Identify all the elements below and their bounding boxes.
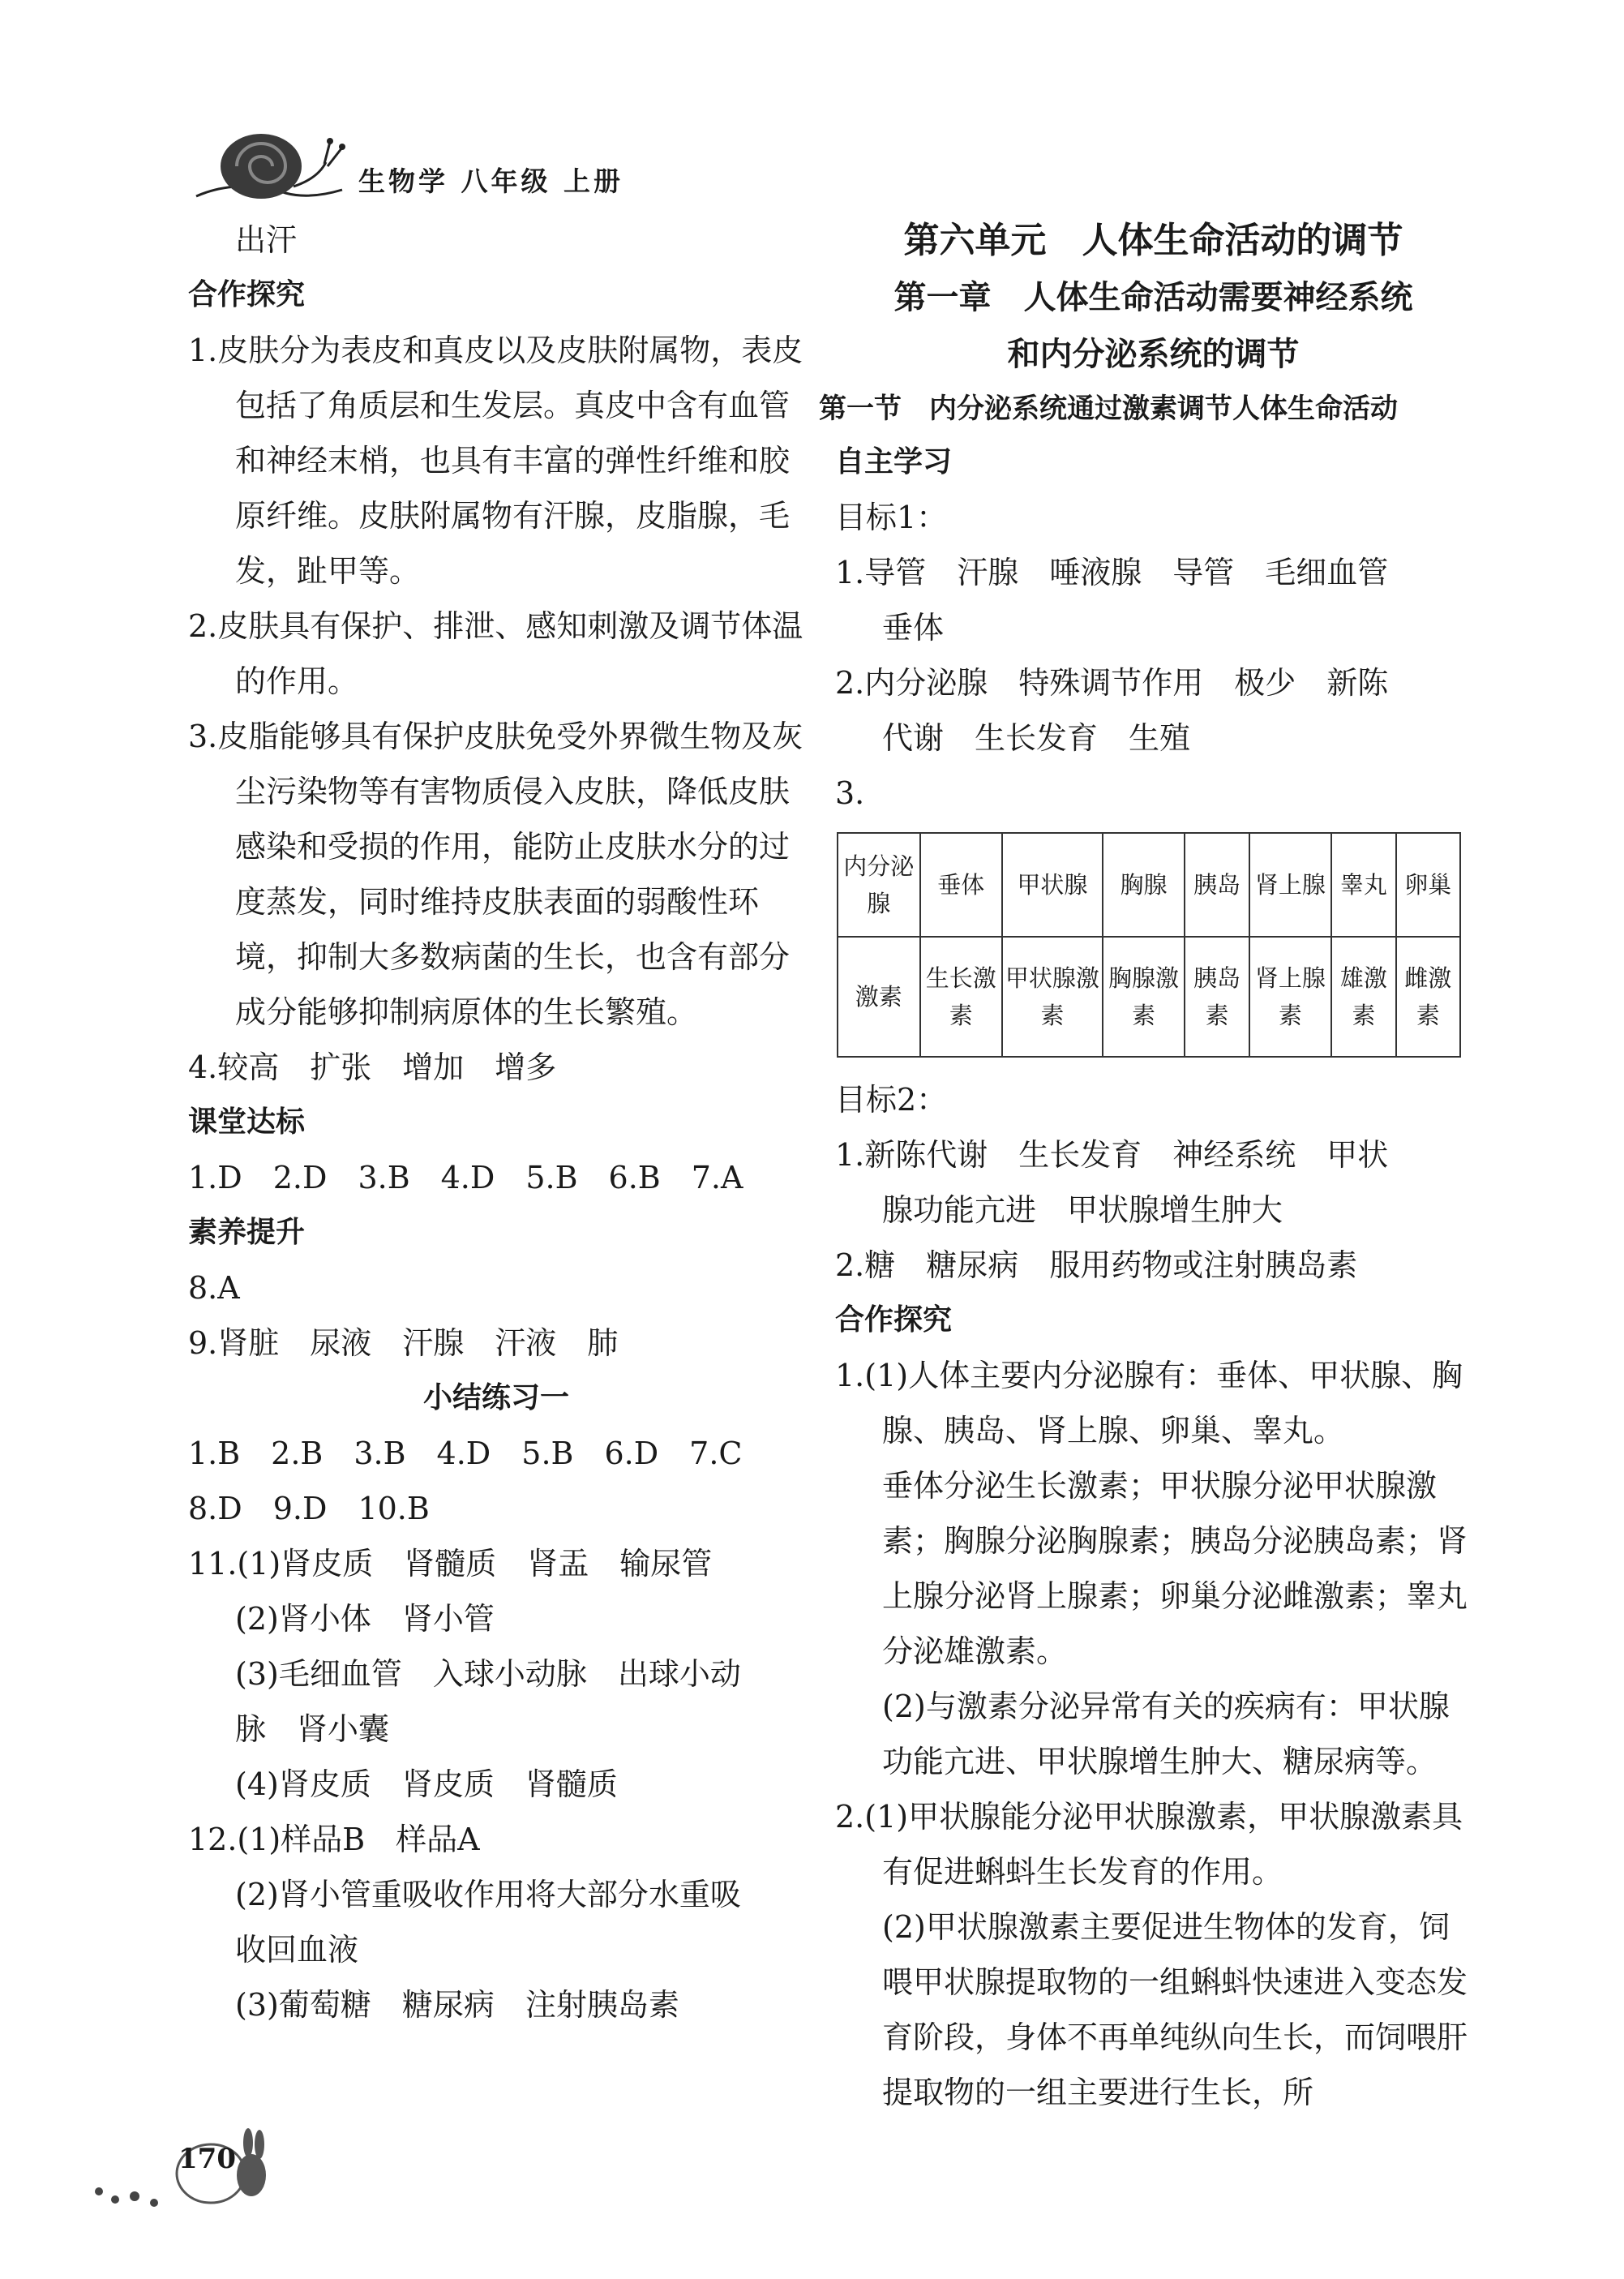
left-column [188,212,804,2032]
page-number: 170 [178,2143,236,2175]
answer-line: 代谢 生长发育 生殖 [882,720,1191,756]
table-cell: 肾上腺素 [1249,937,1332,1057]
answer-paragraph: 3.皮脂能够具有保护皮肤免受外界微生物及灰尘污染物等有害物质侵入皮肤，降低皮肤感染和受损的作用，能防止皮肤水分的过度蒸发，同时维持皮肤表面的弱酸性环境，抑制大多数病菌的生长，也含有部分成分能够抑制病原体的生长繁殖。 [188,719,803,1030]
section-title: 第一节 内分泌系统通过激素调节人体生命活动 [819,393,1398,425]
table-cell: 雌激素 [1396,937,1460,1057]
answer-line: 8.D 9.D 10.B [188,1491,430,1526]
page-footer [89,2125,276,2214]
table-cell: 垂体 [920,833,1003,937]
answer-line: 2.内分泌腺 特殊调节作用 极少 新陈 [835,665,1389,701]
answer-line: 1.新陈代谢 生长发育 神经系统 甲状 [835,1137,1389,1173]
answer-line: 腺功能亢进 甲状腺增生肿大 [882,1192,1283,1228]
answer-paragraph: 1.(1)人体主要内分泌腺有：垂体、甲状腺、胸腺、胰岛、肾上腺、卵巢、睾丸。 [835,1358,1463,1449]
section-heading: 合作探究 [188,278,306,311]
goal-label: 目标2： [835,1082,948,1118]
table-cell: 雄激素 [1331,937,1395,1057]
answer-paragraph: 垂体分泌生长激素；甲状腺分泌甲状腺激素；胸腺分泌胸腺素；胰岛分泌胰岛素；肾上腺分泌肾上腺素；卵巢分泌雌激素；睾丸分泌雄激素。 [882,1468,1468,1669]
chapter-title: 第一章 人体生命活动需要神经系统 [893,279,1413,316]
answer-paragraph: 2.皮肤具有保护、排泄、感知刺激及调节体温的作用。 [188,608,803,699]
table-cell: 胰岛 [1185,833,1249,937]
goal-label: 目标1： [835,500,948,535]
answer-line: 脉 肾小囊 [235,1711,390,1747]
answer-line: (2)肾小管重吸收作用将大部分水重吸 [235,1877,741,1912]
summary-title: 小结练习一 [422,1381,569,1414]
section-heading: 自主学习 [835,445,953,479]
table-row [838,833,1460,937]
answer-paragraph: 1.皮肤分为表皮和真皮以及皮肤附属物，表皮包括了角质层和生发层。真皮中含有血管和神经末梢，也具有丰富的弹性纤维和胶原纤维。皮肤附属物有汗腺，皮脂腺，毛发，趾甲等。 [188,333,803,589]
table-cell: 睾丸 [1331,833,1395,937]
answer-line: (2)肾小体 肾小管 [235,1601,495,1637]
section-heading: 素养提升 [188,1216,306,1249]
answer-line: 1.导管 汗腺 唾液腺 导管 毛细血管 [835,555,1389,590]
table-cell: 内分泌腺 [838,833,920,937]
answer-paragraph: (2)甲状腺激素主要促进生物体的发育，饲喂甲状腺提取物的一组蝌蚪快速进入变态发育阶段，身体不再单纯纵向生长，而饲喂肝提取物的一组主要进行生长，所 [882,1909,1468,2110]
answer-line: 垂体 [882,610,945,646]
answer-line: (4)肾皮质 肾皮质 肾髓质 [235,1766,618,1802]
table-cell: 甲状腺激素 [1002,937,1103,1057]
right-column [819,212,1472,2120]
answer-line: 收回血液 [235,1932,359,1968]
table-cell: 胸腺激素 [1103,937,1185,1057]
table-cell: 激素 [838,937,920,1057]
answer-line: 9.肾脏 尿液 汗腺 汗液 肺 [188,1325,619,1361]
answer-line: 4.较高 扩张 增加 增多 [188,1049,557,1085]
table-cell: 胰岛素 [1185,937,1249,1057]
gland-hormone-table [837,832,1461,1058]
answer-line: 8.A [188,1270,240,1306]
answer-line: 2.糖 糖尿病 服用药物或注射胰岛素 [835,1247,1358,1283]
table-row [838,937,1460,1057]
page-header [188,122,918,219]
snail-icon [188,122,350,211]
answer-line: (3)葡萄糖 糖尿病 注射胰岛素 [235,1987,679,2023]
chapter-title: 和内分泌系统的调节 [1007,336,1300,373]
answer-line: 1.B 2.B 3.B 4.D 5.B 6.D 7.C [188,1436,743,1471]
answer-paragraph: (2)与激素分泌异常有关的疾病有：甲状腺功能亢进、甲状腺增生肿大、糖尿病等。 [882,1689,1450,1779]
section-heading: 课堂达标 [188,1105,306,1139]
table-cell: 肾上腺 [1249,833,1332,937]
book-title: 生物学 八年级 上册 [358,165,623,197]
table-cell: 生长激素 [920,937,1003,1057]
table-cell: 胸腺 [1103,833,1185,937]
table-cell: 卵巢 [1396,833,1460,937]
answer-line: 3. [835,775,865,811]
unit-title: 第六单元 人体生命活动的调节 [903,220,1403,261]
answer-line: 12.(1)样品B 样品A [188,1822,480,1857]
answer-line: (3)毛细血管 入球小动脉 出球小动 [235,1656,741,1692]
answer-paragraph: 2.(1)甲状腺能分泌甲状腺激素，甲状腺激素具有促进蝌蚪生长发育的作用。 [835,1799,1463,1890]
section-heading: 合作探究 [835,1303,953,1337]
text-line: 出汗 [235,222,298,258]
answer-line: 1.D 2.D 3.B 4.D 5.B 6.B 7.A [188,1160,743,1195]
table-cell: 甲状腺 [1002,833,1103,937]
answer-line: 11.(1)肾皮质 肾髓质 肾盂 输尿管 [188,1546,713,1582]
